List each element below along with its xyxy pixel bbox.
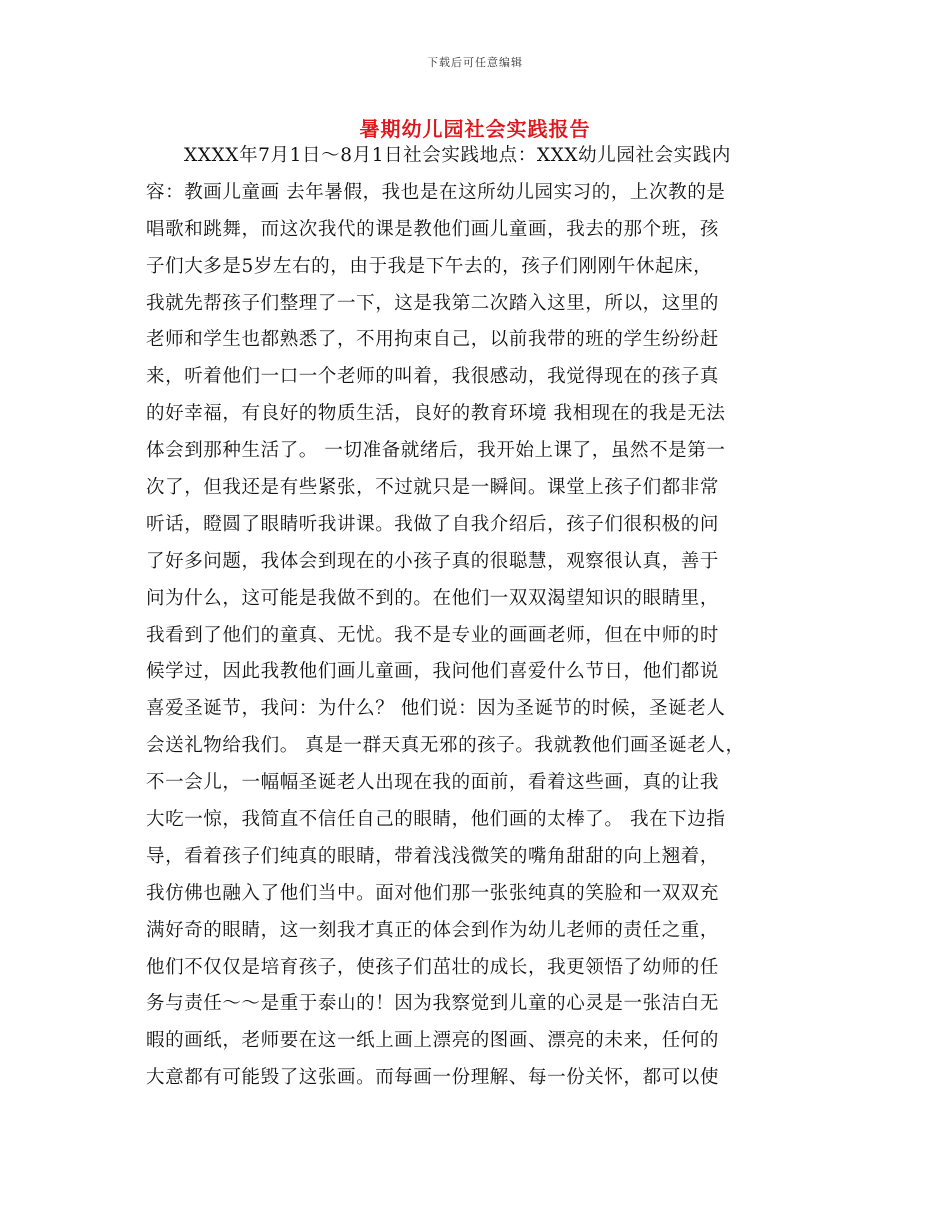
body-line: 导，看着孩子们纯真的眼睛，带着浅浅微笑的嘴角甜甜的向上翘着，: [146, 845, 720, 867]
body-line: 容：教画儿童画 去年暑假，我也是在这所幼儿园实习的，上次教的是: [146, 181, 726, 203]
body-line: 子们大多是5岁左右的，由于我是下午去的，孩子们刚刚午休起床，: [146, 255, 713, 277]
body-line: 喜爱圣诞节，我问：为什么？ 他们说：因为圣诞节的时候，圣诞老人: [146, 698, 726, 720]
body-line: 大意都有可能毁了这张画。而每画一份理解、每一份关怀，都可以使: [146, 1067, 720, 1089]
body-line: 会送礼物给我们。 真是一群天真无邪的孩子。我就教他们画圣诞老人，: [146, 735, 745, 757]
body-line: 大吃一惊，我简直不信任自己的眼睛，他们画的太棒了。 我在下边指: [146, 809, 726, 831]
body-line: 体会到那种生活了。 一切准备就绪后，我开始上课了，虽然不是第一: [146, 440, 726, 462]
body-line: 问为什么，这可能是我做不到的。在他们一双双渴望知识的眼睛里，: [146, 587, 720, 609]
body-line: 的好幸福，有良好的物质生活，良好的教育环境 我相现在的我是无法: [146, 403, 726, 425]
body-line: 听话，瞪圆了眼睛听我讲课。我做了自我介绍后，孩子们很积极的问: [146, 513, 720, 535]
body-line: 候学过，因此我教他们画儿童画，我问他们喜爱什么节日，他们都说: [146, 661, 720, 683]
body-line: 唱歌和跳舞，而这次我代的课是教他们画儿童画，我去的那个班，孩: [146, 218, 720, 240]
body-line: XXXX年7月1日～8月1日社会实践地点：XXX幼儿园社会实践内: [184, 145, 731, 166]
body-line: 次了，但我还是有些紧张，不过就只是一瞬间。课堂上孩子们都非常: [146, 477, 720, 499]
header-note: 下载后可任意编辑: [427, 56, 523, 69]
body-line: 务与责任～～是重于泰山的！因为我察觉到儿童的心灵是一张洁白无: [146, 993, 720, 1015]
body-line: 我就先帮孩子们整理了一下，这是我第二次踏入这里，所以，这里的: [146, 292, 720, 314]
document-title: 暑期幼儿园社会实践报告: [359, 117, 591, 141]
body-line: 他们不仅仅是培育孩子，使孩子们茁壮的成长，我更领悟了幼师的任: [146, 956, 720, 978]
body-line: 老师和学生也都熟悉了，不用拘束自己，以前我带的班的学生纷纷赶: [146, 329, 720, 351]
body-line: 来，听着他们一口一个老师的叫着，我很感动，我觉得现在的孩子真: [146, 366, 720, 388]
body-line: 满好奇的眼睛，这一刻我才真正的体会到作为幼儿老师的责任之重，: [146, 919, 720, 941]
body-line: 我仿佛也融入了他们当中。面对他们那一张张纯真的笑脸和一双双充: [146, 882, 720, 904]
body-line: 不一会儿，一幅幅圣诞老人出现在我的面前，看着这些画，真的让我: [146, 772, 720, 794]
document-body: [146, 138, 826, 1097]
body-line: 了好多问题，我体会到现在的小孩子真的很聪慧，观察很认真，善于: [146, 550, 720, 572]
body-line: 暇的画纸，老师要在这一纸上画上漂亮的图画、漂亮的未来，任何的: [146, 1030, 720, 1052]
body-line: 我看到了他们的童真、无忧。我不是专业的画画老师，但在中师的时: [146, 624, 720, 646]
